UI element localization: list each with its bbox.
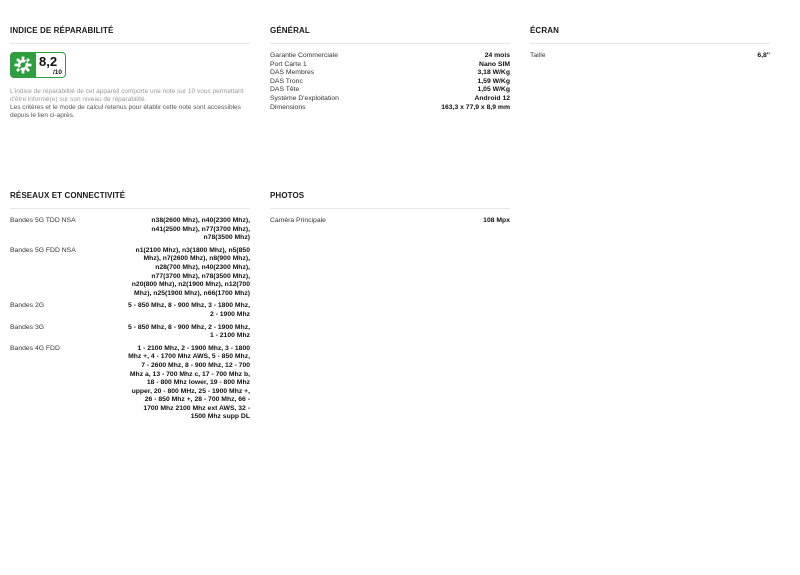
- spec-label: Système D'exploitation: [270, 94, 339, 102]
- spec-label: Bandes 2G: [10, 302, 45, 310]
- section-ecran: [530, 26, 770, 61]
- repairability-score: 8,2: [39, 54, 58, 69]
- spec-value: 3,18 W/Kg: [477, 69, 510, 77]
- spec-row-dimensions: [270, 104, 510, 113]
- spec-value: 163,3 x 77,9 x 8,9 mm: [441, 103, 510, 111]
- repairability-criteria-text: Les critères et le mode de calcul retenus pour établir cette note sont accessibles depuis le lien ci-après.: [10, 104, 241, 119]
- spec-row-das-tronc: [270, 78, 510, 87]
- repairability-score-box: [36, 52, 66, 78]
- spec-label: Dimensions: [270, 103, 306, 111]
- photos-spec-list: [270, 217, 510, 226]
- spec-value: 108 Mpx: [483, 217, 510, 224]
- spec-label: Caméra Principale: [270, 217, 326, 224]
- section-reparabilite: [10, 26, 250, 120]
- spec-label: Bandes 5G FDD NSA: [10, 246, 76, 254]
- spec-row-port-carte: [270, 61, 510, 70]
- spec-row-2g: [10, 302, 250, 319]
- spec-label: Garantie Commerciale: [270, 52, 338, 59]
- spec-row-5g-tdd: [10, 217, 250, 243]
- spec-label: DAS Tête: [270, 86, 300, 94]
- spec-row-das-tete: [270, 86, 510, 95]
- spec-row-garantie: [270, 52, 510, 61]
- reseaux-spec-list: [10, 217, 250, 422]
- spec-label: Bandes 5G TDD NSA: [10, 217, 76, 224]
- ecran-spec-list: [530, 52, 770, 61]
- spec-label: Bandes 4G FDD: [10, 344, 60, 352]
- section-reseaux: [10, 191, 250, 422]
- spec-value: 1,05 W/Kg: [477, 86, 510, 94]
- repairability-badge: [10, 52, 66, 78]
- section-title-reparabilite: INDICE DE RÉPARABILITÉ: [10, 26, 250, 44]
- section-general: [270, 26, 510, 112]
- spec-label: Taille: [530, 52, 546, 59]
- section-title-ecran: ÉCRAN: [530, 26, 770, 44]
- repairability-denominator: /10: [52, 69, 62, 76]
- spec-label: Bandes 3G: [10, 323, 45, 331]
- section-title-photos: PHOTOS: [270, 191, 510, 209]
- spec-row-5g-fdd: [10, 247, 250, 299]
- repairability-description: L'indice de réparabilité de cet appareil comporte une note sur 10 vous permettant d'être informé(e) sur son niveau de réparabilité.: [10, 88, 244, 103]
- spec-label: DAS Tronc: [270, 77, 303, 85]
- spec-value: 1,59 W/Kg: [477, 77, 510, 85]
- spec-value: 1 - 2100 Mhz, 2 - 1900 Mhz, 3 - 1800 Mhz +, 4 - 1700 Mhz AWS, 5 - 850 Mhz, 7 - 2600 Mhz, 8 - 900 Mhz, 12 - 700 Mhz a, 13 - 700 Mhz c, 17 - 700 Mhz b, 18 - 800 Mhz lower, 19 - 800 Mhz upper, 20 - 800 MHz, 25 - 1900 Mhz +, 26 - 850 Mhz +, 28 - 700 Mhz, 66 - 1700 Mhz 2100 Mhz ext AWS, 32 - 1500 Mhz supp DL: [128, 344, 250, 421]
- general-spec-list: [270, 52, 510, 112]
- section-title-general: GÉNÉRAL: [270, 26, 510, 44]
- spec-value: 6,8'': [757, 52, 770, 59]
- spec-label: DAS Membres: [270, 69, 315, 77]
- spec-value: n38(2600 Mhz), n40(2300 Mhz), n41(2500 Mhz), n77(3700 Mhz), n78(3500 Mhz): [151, 217, 250, 242]
- repair-gear-icon: [10, 52, 36, 78]
- section-photos: [270, 191, 510, 226]
- spec-value: 5 - 850 Mhz, 8 - 900 Mhz, 3 - 1800 Mhz, 2 - 1900 Mhz: [128, 302, 251, 318]
- spec-row-systeme: [270, 95, 510, 104]
- spec-value: n1(2100 Mhz), n3(1800 Mhz), n5(850 Mhz), n7(2600 Mhz), n8(900 Mhz), n28(700 Mhz), n40(2300 Mhz), n77(3700 Mhz), n78(3500 Mhz), n20(800 Mhz), n2(1900 Mhz), n12(700 Mhz), n25(1900 Mhz), n66(1700 Mhz): [131, 246, 250, 297]
- spec-value: Nano SIM: [479, 60, 510, 68]
- spec-row-3g: [10, 324, 250, 341]
- spec-label: Port Carte 1: [270, 60, 307, 68]
- spec-value: 24 mois: [484, 52, 510, 59]
- spec-value: 5 - 850 Mhz, 8 - 900 Mhz, 2 - 1900 Mhz, 1 - 2100 Mhz: [128, 323, 251, 340]
- section-title-reseaux: RÉSEAUX ET CONNECTIVITÉ: [10, 191, 250, 209]
- spec-row-taille: [530, 52, 770, 61]
- spec-row-camera-principale: [270, 217, 510, 226]
- spec-row-4g-fdd: [10, 345, 250, 422]
- spec-value: Android 12: [474, 94, 510, 102]
- spec-row-das-membres: [270, 69, 510, 78]
